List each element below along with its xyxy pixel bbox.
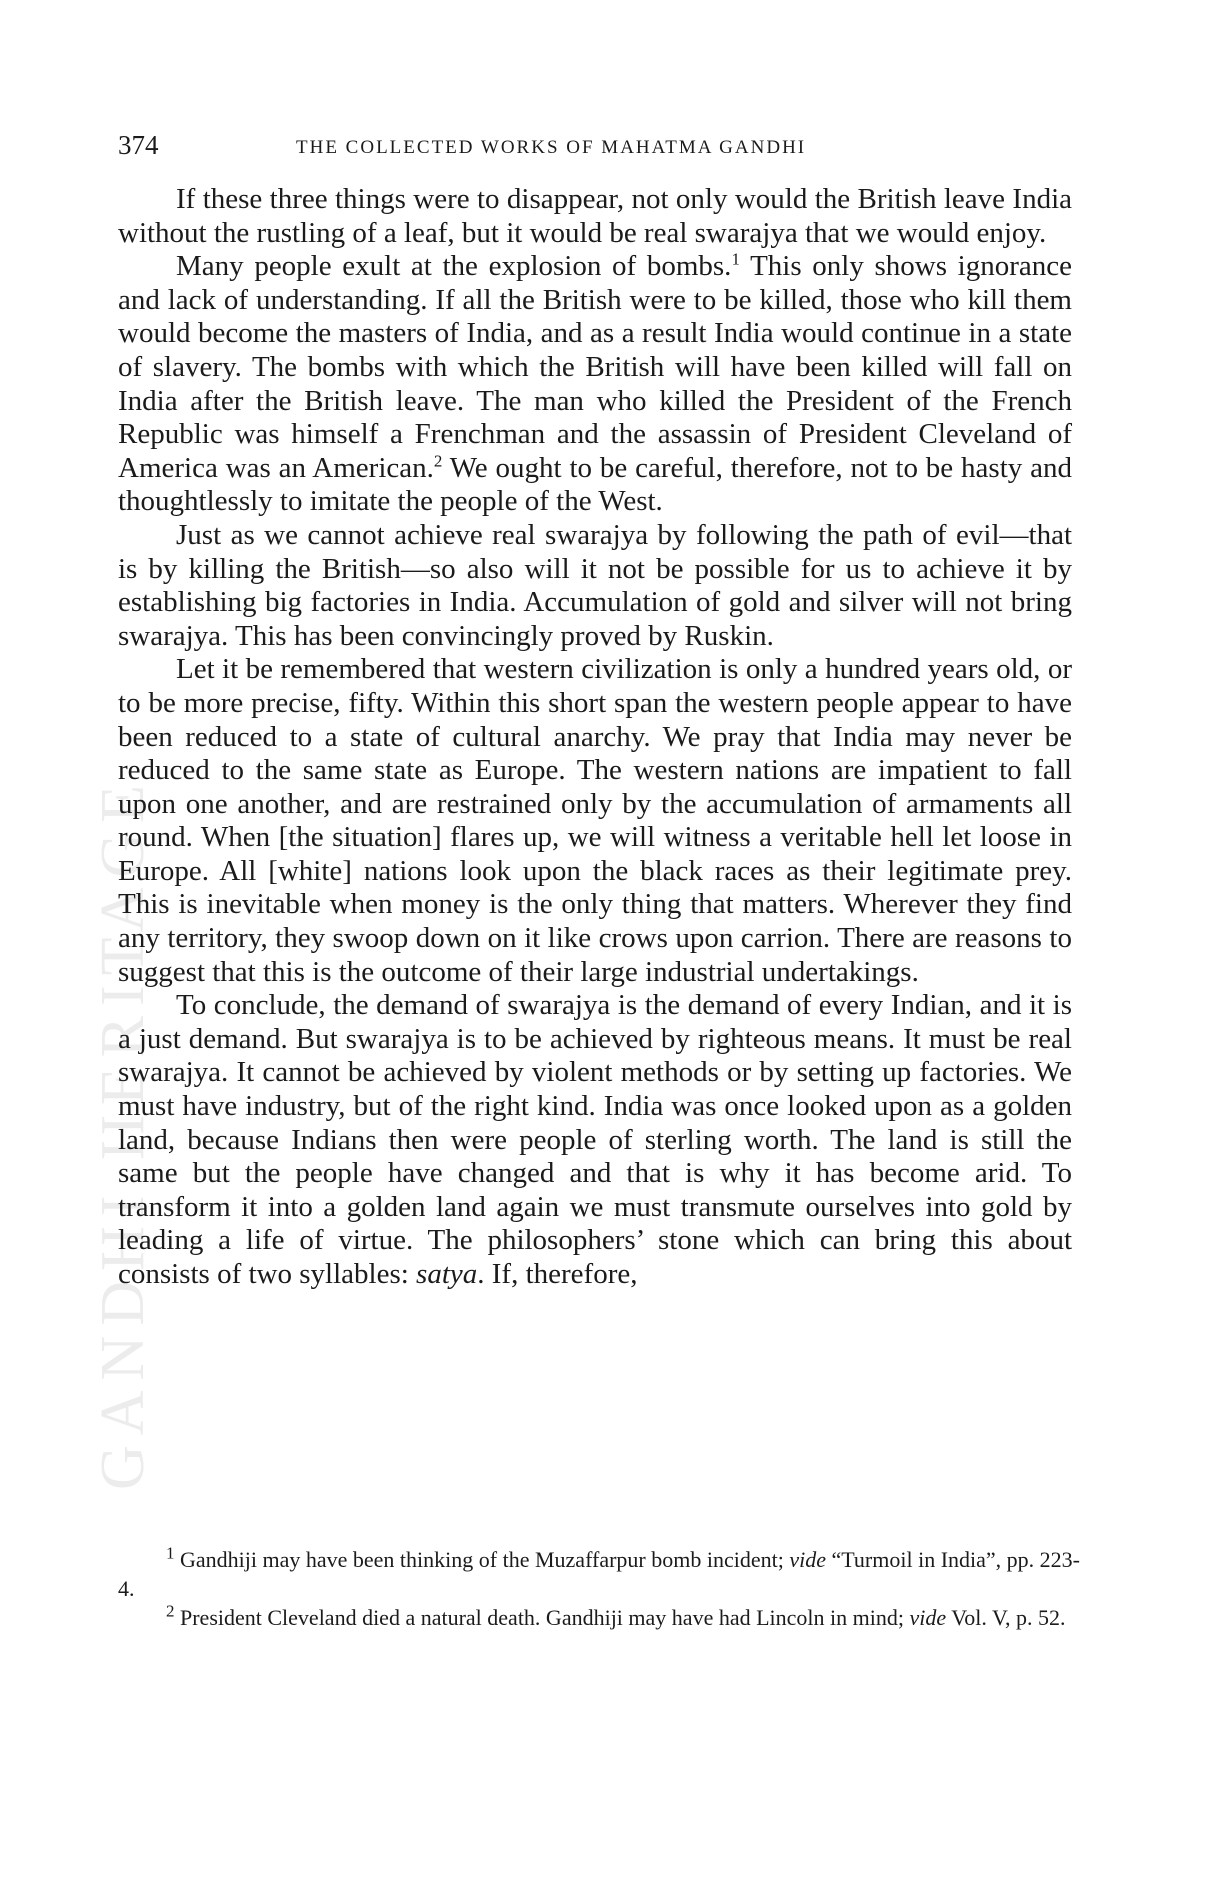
paragraph-4-text: Let it be remembered that western civilization is only a hundred years old, or to be more precise, fifty. Within this short span the western people appear to have been reduced to a state of cultural anarchy. We pray that India may never be reduced to the same state as Europe. The western nations are impatient to fall upon one another, and are restrained only by the accumulation of armaments all round. When [the situation] flares up, we will witness a veritable hell let loose in Europe. All [white] nations look upon the black races as their legitimate prey. This is inevitable when money is the only thing that matters. Wherever they find any territory, they swoop down on it like crows upon carrion. There are reasons to suggest that this is the outcome of their large industrial undertakings. <box>118 653 1072 988</box>
paragraph-2-text-b: This only shows ignorance and lack of understanding. If all the British were to be killed, those who kill them would become the masters of India, and as a result India would continue in a state of slavery. The bombs with which the British will have been killed will fall on India after the British leave. The man who killed the President of the French Republic was himself a Frenchman and the assassin of President Cleveland of America was an American. <box>118 250 1073 484</box>
paragraph-5-italic-satya: satya <box>416 1258 478 1290</box>
footnote-ref-1: 1 <box>731 249 740 269</box>
footnote-2-vide: vide <box>909 1605 947 1630</box>
paragraph-4 <box>118 653 1072 989</box>
watermark: GANDHI HERITAGE <box>89 775 157 1490</box>
footnote-ref-2: 2 <box>433 451 443 471</box>
footnote-1-mark: 1 <box>166 1543 175 1563</box>
footnote-2-mark: 2 <box>166 1601 175 1621</box>
footnote-2-text-a: President Cleveland died a natural death. Gandhiji may have had Lincoln in mind; <box>174 1605 910 1630</box>
paragraph-2-text-c: We ought to be careful, therefore, not to be hasty and thoughtlessly to imitate the people of the West. <box>118 451 1073 518</box>
page-number: 374 <box>118 130 159 160</box>
running-head: THE COLLECTED WORKS OF MAHATMA GANDHI <box>296 137 807 158</box>
footnote-1-text-b: “Turmoil in India”, pp. 223-4. <box>118 1547 1081 1601</box>
footnote-2 <box>118 1603 1080 1632</box>
footnotes <box>118 1545 1080 1632</box>
paragraph-1-text: If these three things were to disappear, not only would the British leave India without the rustling of a leaf, but it would be real swarajya that we would enjoy. <box>118 183 1072 249</box>
paragraph-5-text-a: To conclude, the demand of swarajya is the demand of every Indian, and it is a just demand. But swarajya is to be achieved by righteous means. It must be real swarajya. It cannot be achieved by violent methods or by setting up factories. We must have industry, but of the right kind. India was once looked upon as a golden land, because Indians then were people of sterling worth. The land is still the same but the people have changed and that is why it has become arid. To transform it into a golden land again we must transmute ourselves into gold by leading a life of virtue. The philosophers’ stone which can bring this about consists of two syllables: <box>118 989 1072 1290</box>
paragraph-5-text-b: . If, therefore, <box>477 1258 638 1290</box>
paragraph-1 <box>118 183 1072 250</box>
paragraph-2-text-a: Many people exult at the explosion of bombs. <box>176 250 732 283</box>
paragraph-3 <box>118 519 1072 653</box>
page-header <box>118 124 1078 164</box>
body-text <box>118 183 1072 1292</box>
paragraph-3-text: Just as we cannot achieve real swarajya by following the path of evil—that is by killing the British—so also will it not be possible for us to achieve it by establishing big factories in India. Accumulation of gold and silver will not bring swarajya. This has been convincingly proved by Ruskin. <box>118 518 1072 652</box>
paragraph-2 <box>118 250 1072 519</box>
footnote-2-text-b: Vol. V, p. 52. <box>946 1605 1066 1630</box>
footnote-1-vide: vide <box>789 1547 826 1572</box>
paragraph-5 <box>118 989 1072 1291</box>
footnote-1 <box>118 1545 1080 1603</box>
footnote-1-text-a: Gandhiji may have been thinking of the Muzaffarpur bomb incident; <box>174 1547 790 1572</box>
